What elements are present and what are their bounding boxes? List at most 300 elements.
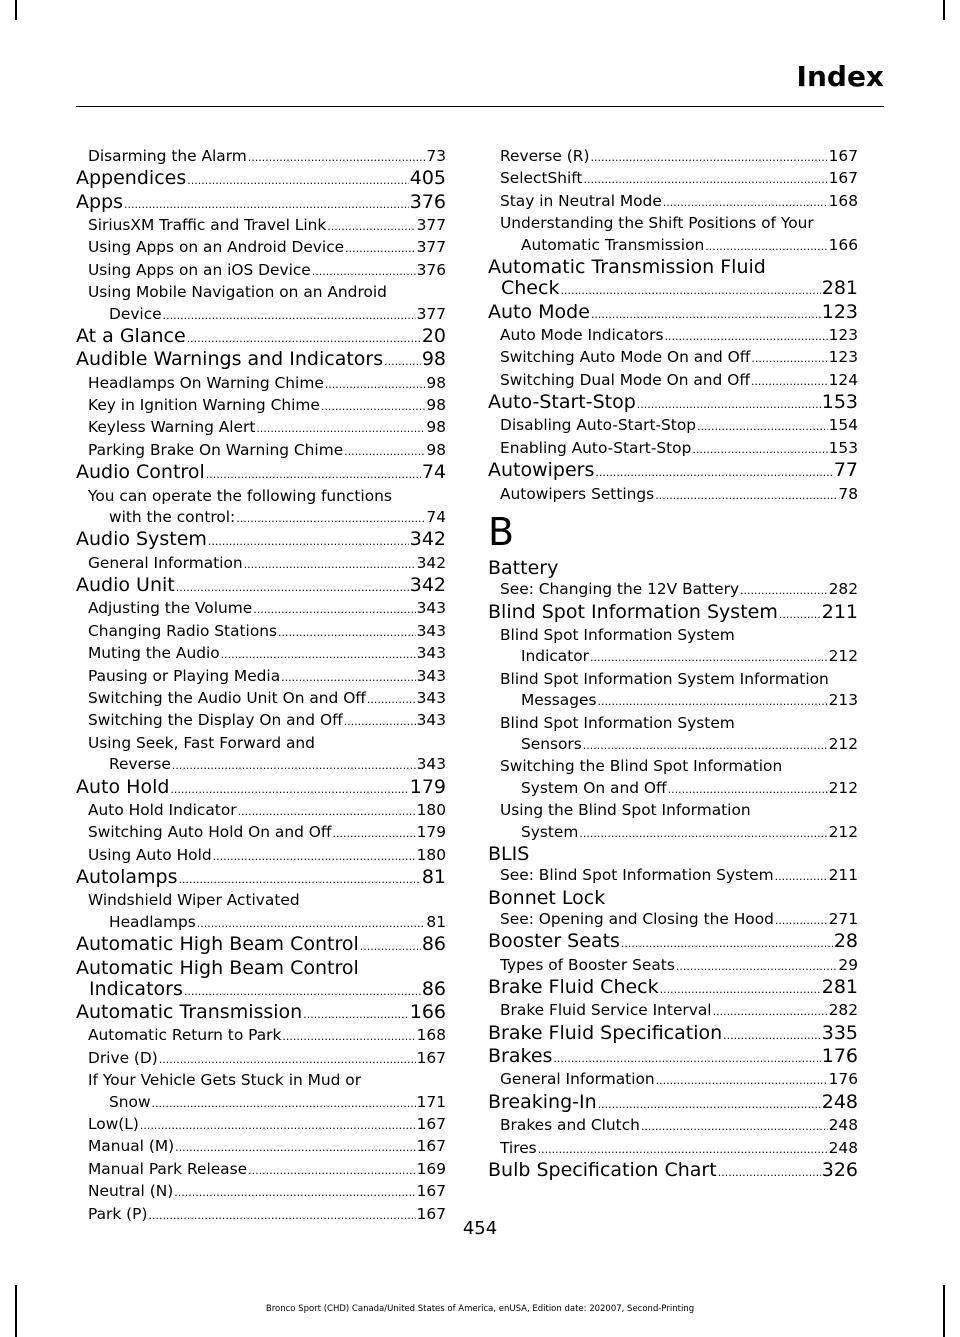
dot-leader	[124, 194, 409, 215]
dot-leader	[660, 979, 821, 1000]
index-subtopic[interactable]	[76, 1048, 446, 1070]
dot-leader	[655, 485, 837, 506]
index-entry-text: Understanding the Shift Positions of Your	[500, 214, 814, 233]
index-page-ref: 176	[828, 1070, 858, 1089]
index-entry-text: Using Mobile Navigation on an Android	[88, 283, 387, 302]
index-subtopic[interactable]	[76, 710, 446, 732]
index-page-ref: 212	[828, 822, 858, 841]
index-page-ref: 167	[416, 1204, 446, 1223]
index-subtopic[interactable]	[488, 438, 858, 460]
index-topic[interactable]	[488, 392, 858, 415]
index-entry-text: Brake Fluid Check	[488, 976, 659, 999]
index-page-ref: 29	[838, 955, 858, 974]
index-page-ref: 343	[416, 755, 446, 774]
index-subtopic[interactable]	[488, 669, 858, 690]
dot-leader	[345, 238, 415, 259]
index-topic[interactable]	[488, 602, 858, 625]
dot-leader	[179, 869, 421, 890]
index-entry-text: Switching Auto Mode On and Off	[500, 348, 751, 367]
index-page-ref: 98	[426, 440, 446, 459]
index-subtopic[interactable]	[76, 417, 446, 439]
index-entry-text: Automatic High Beam Control	[76, 933, 359, 956]
index-page-ref: 180	[416, 845, 446, 864]
dot-leader	[159, 1049, 416, 1070]
index-subtopic[interactable]	[488, 822, 858, 844]
index-subtopic[interactable]	[76, 754, 446, 776]
index-page-ref: 180	[416, 800, 446, 819]
index-entry-text: Brakes and Clutch	[500, 1116, 640, 1135]
index-subtopic[interactable]	[76, 890, 446, 911]
index-subtopic[interactable]	[488, 1000, 858, 1022]
dot-leader	[384, 351, 421, 372]
index-page-ref: 123	[828, 325, 858, 344]
index-page-ref: 167	[828, 147, 858, 165]
dot-leader	[583, 735, 828, 756]
index-entry-text: Snow	[109, 1092, 151, 1111]
crop-mark-top-left	[15, 0, 17, 20]
index-entry-text: Key in Ignition Warning Chime	[88, 396, 320, 415]
index-page-ref: 213	[828, 691, 858, 710]
index-entry-text: You can operate the following functions	[88, 486, 392, 505]
index-subtopic[interactable]	[488, 1138, 858, 1160]
index-page-ref: 123	[828, 348, 858, 367]
index-entry-text: Breaking-In	[488, 1090, 597, 1113]
index-page-ref: 342	[416, 553, 446, 572]
index-entry-text: Changing Radio Stations	[88, 621, 278, 640]
index-topic[interactable]	[76, 529, 446, 552]
index-page-ref: 343	[416, 644, 446, 663]
dot-leader	[664, 326, 827, 347]
index-entry-text: Apps	[76, 190, 124, 213]
index-entry-text: Disabling Auto-Start-Stop	[500, 416, 697, 435]
dot-leader	[367, 689, 416, 710]
index-page-ref: 166	[409, 1001, 446, 1024]
dot-leader	[598, 1094, 821, 1115]
index-entry-text: Using the Blind Spot Information	[500, 801, 751, 820]
index-entry-text: Headlamps On Warning Chime	[88, 373, 324, 392]
index-topic[interactable]	[76, 979, 446, 1002]
dot-leader	[751, 348, 827, 369]
index-subtopic[interactable]	[76, 912, 446, 934]
index-entry-text: Using Seek, Fast Forward and	[88, 733, 315, 752]
index-page-ref: 98	[421, 348, 446, 371]
index-page-ref: 124	[828, 370, 858, 389]
index-entry-text: Auto Mode	[488, 300, 590, 323]
index-page-ref: 73	[426, 147, 446, 165]
index-page-ref: 343	[416, 599, 446, 618]
index-topic[interactable]	[76, 349, 446, 372]
dot-leader	[244, 554, 416, 575]
index-subtopic[interactable]	[488, 347, 858, 369]
index-subtopic[interactable]	[488, 213, 858, 234]
index-page-ref: 154	[828, 416, 858, 435]
index-subtopic[interactable]	[488, 690, 858, 712]
index-subtopic[interactable]	[488, 909, 858, 931]
index-entry-text: Auto Hold	[76, 775, 170, 798]
index-page-ref: 343	[416, 688, 446, 707]
page-number: 454	[462, 1218, 498, 1239]
index-page-ref: 281	[821, 976, 858, 999]
index-page-ref: 167	[416, 1182, 446, 1201]
index-entry-text: Bonnet Lock	[488, 886, 606, 909]
index-subtopic[interactable]	[76, 507, 446, 529]
dot-leader	[152, 1093, 416, 1114]
page-title: Index	[796, 60, 884, 93]
dot-leader	[591, 304, 821, 325]
index-entry-text: Pausing or Playing Media	[88, 666, 281, 685]
crop-mark-top-right	[943, 0, 945, 20]
index-topic[interactable]	[76, 777, 446, 800]
index-topic[interactable]	[76, 575, 446, 598]
dot-leader	[174, 1182, 415, 1203]
index-page-ref: 377	[416, 304, 446, 323]
index-topic[interactable]	[76, 326, 446, 349]
index-entry-text: Manual (M)	[88, 1137, 175, 1156]
index-entry-text: Using Auto Hold	[88, 845, 212, 864]
index-entry-text: Automatic Transmission Fluid	[488, 256, 766, 279]
index-entry-text: Automatic Transmission	[76, 1001, 303, 1024]
index-entry-text: Muting the Audio	[88, 644, 220, 663]
index-entry-text: Audio System	[76, 528, 207, 551]
index-page-ref: 343	[416, 711, 446, 730]
index-subtopic[interactable]	[76, 621, 446, 643]
index-entry-text: Device	[109, 304, 162, 323]
dot-leader	[281, 667, 415, 688]
dot-leader	[172, 755, 416, 776]
index-subtopic[interactable]	[76, 440, 446, 462]
index-subtopic[interactable]	[76, 1181, 446, 1203]
index-subtopic[interactable]	[488, 191, 858, 213]
index-entry-text: Switching the Audio Unit On and Off	[88, 688, 366, 707]
dot-leader	[282, 1026, 415, 1047]
index-page-ref: 343	[416, 666, 446, 685]
dot-leader	[697, 416, 828, 437]
index-entry-text: Blind Spot Information System Information	[500, 669, 829, 688]
index-subtopic[interactable]	[76, 553, 446, 575]
index-subtopic[interactable]	[76, 282, 446, 303]
index-topic[interactable]	[488, 977, 858, 1000]
index-topic[interactable]	[76, 192, 446, 215]
index-entry-text: Sensors	[521, 734, 582, 753]
index-topic[interactable]	[76, 462, 446, 485]
index-entry-text: Enabling Auto-Start-Stop	[500, 438, 692, 457]
index-subtopic[interactable]	[488, 778, 858, 800]
index-page-ref: 376	[409, 190, 446, 213]
index-page-ref: 74	[421, 461, 446, 484]
index-topic[interactable]	[76, 1002, 446, 1025]
dot-leader	[187, 328, 421, 349]
index-entry-text: Autolamps	[76, 866, 178, 889]
index-page-ref: 168	[828, 191, 858, 210]
index-topic[interactable]	[488, 931, 858, 954]
index-subtopic[interactable]	[76, 1092, 446, 1114]
index-topic[interactable]	[488, 1160, 858, 1183]
index-subtopic[interactable]	[488, 713, 858, 734]
index-entry-text: Headlamps	[109, 912, 196, 931]
index-subtopic[interactable]	[488, 865, 858, 887]
index-subtopic[interactable]	[76, 146, 446, 168]
index-page-ref: 335	[821, 1021, 858, 1044]
dot-leader	[170, 779, 408, 800]
dot-leader	[553, 1048, 820, 1069]
index-page-ref: 342	[409, 574, 446, 597]
index-entry-text: Audio Control	[76, 461, 205, 484]
dot-leader	[775, 866, 828, 887]
dot-leader	[176, 577, 409, 598]
index-entry-text: with the control:	[109, 507, 236, 526]
index-subtopic[interactable]	[76, 800, 446, 822]
index-entry-text: General Information	[88, 553, 243, 572]
index-subtopic[interactable]	[76, 1025, 446, 1047]
index-page-ref: 211	[828, 866, 858, 885]
dot-leader	[206, 464, 421, 485]
index-entry-text: Blind Spot Information System	[488, 600, 778, 623]
index-subtopic[interactable]	[76, 373, 446, 395]
index-entry-text: Switching the Blind Spot Information	[500, 757, 783, 776]
index-topic[interactable]	[76, 934, 446, 957]
dot-leader	[344, 711, 416, 732]
index-topic[interactable]	[488, 1092, 858, 1115]
index-entry-text: SiriusXM Traffic and Travel Link	[88, 216, 327, 234]
index-entry-text: BLIS	[488, 843, 530, 866]
index-entry-text: See: Opening and Closing the Hood	[500, 910, 774, 929]
index-subtopic[interactable]	[488, 734, 858, 756]
dot-leader	[718, 1162, 821, 1183]
index-entry-text: Drive (D)	[88, 1048, 158, 1067]
dot-leader	[175, 1137, 416, 1158]
index-entry-text: Switching the Display On and Off	[88, 711, 343, 730]
index-page-ref: 169	[416, 1159, 446, 1178]
index-page-ref: 282	[828, 1001, 858, 1020]
index-subtopic[interactable]	[488, 1069, 858, 1091]
index-entry-text: Automatic Transmission	[521, 235, 705, 254]
dot-leader	[692, 439, 827, 460]
dot-leader	[538, 1139, 828, 1160]
index-entry-text: Manual Park Release	[88, 1159, 248, 1178]
index-subtopic[interactable]	[488, 146, 858, 168]
index-subtopic[interactable]	[488, 955, 858, 977]
index-subtopic[interactable]	[76, 822, 446, 844]
dot-leader	[327, 216, 415, 237]
dot-leader	[579, 823, 827, 844]
index-page-ref: 248	[828, 1138, 858, 1157]
index-page-ref: 166	[828, 235, 858, 254]
dot-leader	[236, 508, 425, 529]
dot-leader	[583, 169, 827, 190]
index-entry-text: Parking Brake On Warning Chime	[88, 440, 344, 459]
dot-leader	[248, 147, 426, 168]
index-entry-text: Booster Seats	[488, 930, 620, 953]
index-page-ref: 212	[828, 778, 858, 797]
dot-leader	[303, 1004, 409, 1025]
dot-leader	[325, 374, 426, 395]
index-subtopic[interactable]	[488, 756, 858, 777]
index-entry-text: Indicator	[521, 647, 590, 666]
index-page-ref: 248	[828, 1116, 858, 1135]
index-topic[interactable]	[76, 958, 446, 979]
index-subtopic[interactable]	[76, 1114, 446, 1136]
index-subtopic[interactable]	[76, 666, 446, 688]
index-page-ref: 86	[421, 977, 446, 1000]
dot-leader	[597, 691, 827, 712]
index-entry-text: Stay in Neutral Mode	[500, 191, 662, 210]
index-entry-text: Disarming the Alarm	[88, 147, 247, 165]
index-page-ref: 98	[426, 418, 446, 437]
index-entry-text: Appendices	[76, 167, 187, 190]
dot-leader	[637, 394, 821, 415]
dot-leader	[590, 147, 827, 168]
dot-leader	[184, 981, 421, 1002]
index-subtopic[interactable]	[488, 415, 858, 437]
index-subtopic[interactable]	[76, 598, 446, 620]
dot-leader	[221, 644, 416, 665]
index-page-ref: 74	[426, 507, 446, 526]
dot-leader	[775, 910, 828, 931]
index-subtopic[interactable]	[76, 1159, 446, 1181]
index-page-ref: 20	[421, 325, 446, 348]
dot-leader	[590, 647, 828, 668]
index-page-ref: 342	[409, 528, 446, 551]
dot-leader	[656, 1070, 828, 1091]
dot-leader	[238, 801, 416, 822]
index-page-ref: 77	[833, 459, 858, 482]
dot-leader	[248, 1160, 416, 1181]
dot-leader	[713, 1001, 828, 1022]
dot-leader	[312, 261, 416, 282]
index-topic[interactable]	[488, 558, 858, 579]
index-topic[interactable]	[488, 1023, 858, 1046]
index-topic[interactable]	[76, 867, 446, 890]
index-page-ref: 179	[416, 823, 446, 842]
index-topic[interactable]	[488, 278, 858, 301]
index-entry-text: Brakes	[488, 1045, 553, 1068]
dot-leader	[197, 913, 426, 934]
index-entry-text: Switching Dual Mode On and Off	[500, 370, 750, 389]
index-subtopic[interactable]	[488, 646, 858, 668]
index-page-ref: 81	[421, 866, 446, 889]
dot-leader	[641, 1116, 828, 1137]
index-subtopic[interactable]	[488, 168, 858, 190]
index-subtopic[interactable]	[76, 733, 446, 754]
dot-leader	[705, 236, 827, 257]
index-subtopic[interactable]	[488, 625, 858, 646]
index-topic[interactable]	[488, 460, 858, 483]
index-entry-text: Tires	[500, 1138, 537, 1157]
index-entry-text: Using Apps on an iOS Device	[88, 260, 311, 279]
index-entry-text: SelectShift	[500, 169, 583, 188]
index-entry-text: See: Changing the 12V Battery	[500, 580, 740, 599]
index-subtopic[interactable]	[76, 486, 446, 507]
index-subtopic[interactable]	[488, 1115, 858, 1137]
index-subtopic[interactable]	[76, 215, 446, 237]
index-entry-text: Adjusting the Volume	[88, 599, 253, 618]
index-page-ref: 179	[409, 775, 446, 798]
index-subtopic[interactable]	[488, 370, 858, 392]
index-entry-text: Park (P)	[88, 1204, 148, 1223]
index-page-ref: 176	[821, 1045, 858, 1068]
index-subtopic[interactable]	[76, 643, 446, 665]
dot-leader	[140, 1115, 416, 1136]
index-entry-text: See: Blind Spot Information System	[500, 866, 774, 885]
index-entry-text: Windshield Wiper Activated	[88, 891, 300, 910]
index-subtopic[interactable]	[76, 237, 446, 259]
index-entry-text: Low(L)	[88, 1115, 139, 1134]
index-entry-text: Switching Auto Hold On and Off	[88, 823, 332, 842]
index-page-ref: 153	[828, 438, 858, 457]
index-page-ref: 211	[821, 600, 858, 623]
index-page-ref: 377	[416, 216, 446, 234]
index-subtopic[interactable]	[76, 395, 446, 417]
index-page-ref: 98	[426, 396, 446, 415]
dot-leader	[278, 622, 416, 643]
dot-leader	[751, 371, 828, 392]
index-topic[interactable]	[488, 302, 858, 325]
index-page-ref: 167	[416, 1115, 446, 1134]
index-page-ref: 81	[426, 912, 446, 931]
index-subtopic[interactable]	[488, 800, 858, 821]
index-page-ref: 168	[416, 1026, 446, 1045]
dot-leader	[740, 580, 828, 601]
index-page-ref: 326	[821, 1158, 858, 1181]
index-subtopic[interactable]	[76, 845, 446, 867]
index-entry-text: Brake Fluid Service Interval	[500, 1001, 712, 1020]
dot-leader	[253, 599, 415, 620]
index-subtopic[interactable]	[488, 579, 858, 601]
dot-leader	[668, 779, 828, 800]
index-entry-text: Blind Spot Information System	[500, 625, 735, 644]
index-topic[interactable]	[76, 168, 446, 191]
index-subtopic[interactable]	[488, 484, 858, 506]
index-topic[interactable]	[488, 1046, 858, 1069]
index-subtopic[interactable]	[76, 1070, 446, 1091]
index-subtopic[interactable]	[76, 260, 446, 282]
index-topic[interactable]	[488, 888, 858, 909]
dot-leader	[595, 462, 832, 483]
index-topic[interactable]	[488, 844, 858, 865]
index-page-ref: 281	[821, 277, 858, 300]
index-page-ref: 98	[426, 373, 446, 392]
index-entry-text: Audible Warnings and Indicators	[76, 348, 384, 371]
index-topic[interactable]	[488, 257, 858, 278]
dot-leader	[560, 280, 820, 301]
index-subtopic[interactable]	[488, 325, 858, 347]
index-page-ref: 248	[821, 1090, 858, 1113]
index-entry-text: Auto Hold Indicator	[88, 800, 237, 819]
index-subtopic[interactable]	[76, 688, 446, 710]
index-page-ref: 271	[828, 910, 858, 929]
index-entry-text: Keyless Warning Alert	[88, 418, 256, 437]
index-page-ref: 78	[838, 484, 858, 503]
index-subtopic[interactable]	[76, 1136, 446, 1158]
index-page-ref: 171	[416, 1092, 446, 1111]
index-page-ref: 123	[821, 300, 858, 323]
index-page-ref: 167	[416, 1137, 446, 1156]
dot-leader	[256, 418, 425, 439]
index-subtopic[interactable]	[488, 235, 858, 257]
index-entry-text: Indicators	[89, 977, 183, 1000]
index-entry-text: Battery	[488, 556, 559, 579]
index-entry-text: If Your Vehicle Gets Stuck in Mud or	[88, 1071, 362, 1090]
index-column-left	[76, 146, 446, 1226]
dot-leader	[360, 936, 421, 957]
index-entry-text: Brake Fluid Specification	[488, 1021, 723, 1044]
index-subtopic[interactable]	[76, 304, 446, 326]
index-entry-text: Blind Spot Information System	[500, 713, 735, 732]
index-entry-text: Automatic High Beam Control	[76, 956, 359, 979]
index-entry-text: Reverse	[109, 755, 171, 774]
dot-leader	[332, 823, 415, 844]
dot-leader	[779, 604, 821, 625]
